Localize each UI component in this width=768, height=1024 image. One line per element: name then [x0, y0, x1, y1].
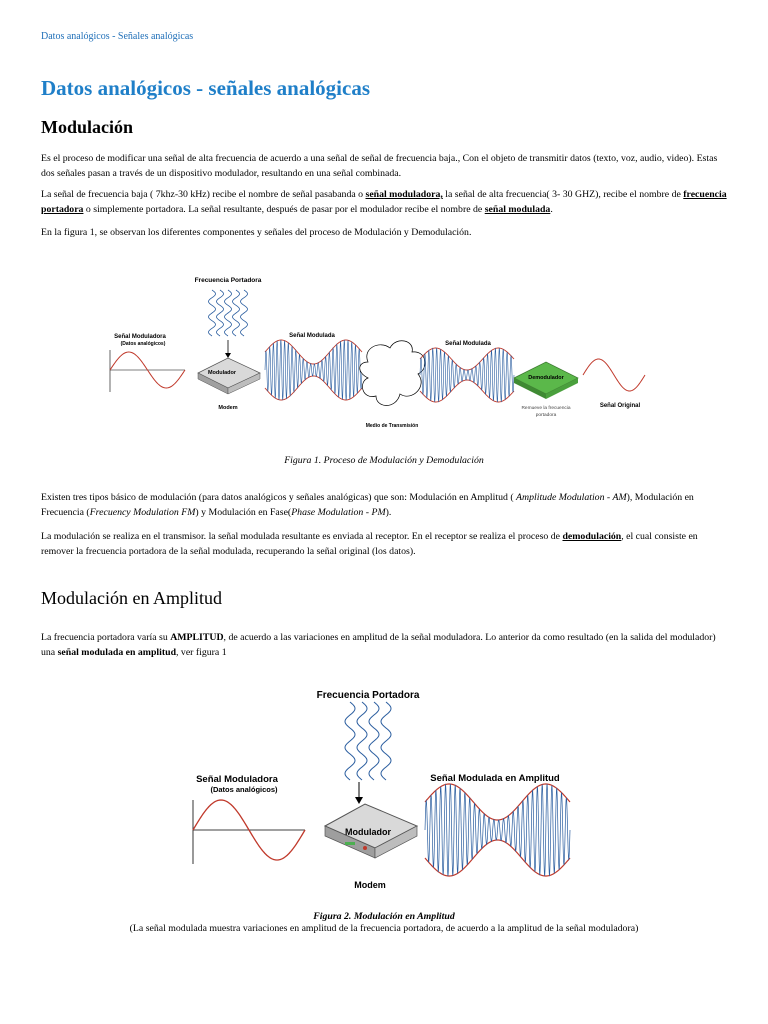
fig1-label-demodulator: Demodulador — [528, 375, 564, 381]
original-wave — [583, 359, 645, 391]
modulated-wave — [265, 340, 362, 400]
modulated-wave — [425, 784, 570, 876]
term-senal-modulada-amplitud: señal modulada en amplitud — [57, 647, 177, 658]
fig1-label-modulator: Modulador — [207, 370, 237, 376]
text: , de acuerdo a las variaciones en amplitud de la señal moduladora. Lo anterior da como resultado (en la salida del modulador) una — [41, 632, 716, 658]
figure-2-diagram — [185, 682, 585, 897]
text: ), Modulación en Frecuencia ( — [41, 492, 694, 518]
term-fm: Frecuency Modulation FM — [89, 507, 196, 518]
term-pm: Phase Modulation - PM — [291, 507, 386, 518]
figure-2-caption: Figura 2. Modulación en Amplitud — [313, 911, 455, 922]
paragraph-figure-ref: En la figura 1, se observan los diferentes componentes y señales del proceso de Modulación y Demodulación. — [41, 227, 472, 238]
heading-modulacion: Modulación — [41, 117, 134, 137]
text: la señal de alta frecuencia( 3- 30 GHZ), recibe el nombre de — [442, 189, 684, 200]
term-senal-modulada: señal modulada — [484, 204, 551, 215]
paragraph-signals — [41, 187, 731, 217]
carrier-wave — [209, 290, 248, 336]
fig2-label-modulator: Modulador — [345, 827, 391, 837]
term-am: Amplitude Modulation - AM — [516, 492, 627, 503]
text: . — [550, 204, 553, 215]
fig1-label-remove-2: portadora — [535, 413, 557, 418]
fig2-label-carrier: Frecuencia Portadora — [316, 690, 420, 701]
text: Existen tres tipos básico de modulación (para datos analógicos y señales analógicas) que son: Modulación en Amplitud ( — [41, 492, 517, 503]
term-amplitud: AMPLITUD — [170, 632, 224, 643]
fig1-label-remove-1: Remueve la frecuencia — [521, 406, 571, 411]
fig1-label-carrier: Frecuencia Portadora — [194, 277, 262, 284]
arrow-head-icon — [225, 353, 231, 358]
text: ) y Modulación en Fase( — [195, 507, 292, 518]
fig1-label-medium: Medio de Transmisión — [365, 423, 419, 429]
figure-1-caption: Figura 1. Proceso de Modulación y Demodulación — [284, 455, 484, 466]
fig1-label-modulating: Señal Moduladora — [114, 334, 166, 340]
text: , ver figura 1 — [176, 647, 227, 658]
figure-2-subcaption: (La señal modulada muestra variaciones en amplitud de la frecuencia portadora, de acuerdo a la amplitud de la señal moduladora) — [129, 923, 639, 934]
term-demodulacion: demodulación — [562, 531, 622, 542]
fig2-label-modem: Modem — [354, 880, 386, 890]
led-icon — [363, 846, 367, 850]
paragraph-types — [41, 490, 731, 520]
arrow-head-icon — [355, 797, 363, 804]
breadcrumb-link[interactable]: Datos analógicos - Señales analógicas — [41, 31, 194, 42]
text: La frecuencia portadora varía su — [41, 632, 171, 643]
text: La señal de frecuencia baja ( 7khz-30 kHz) recibe el nombre de señal pasabanda o — [41, 189, 366, 200]
text: o simplemente portadora. La señal resultante, después de pasar por el modulador recibe el nombre de — [83, 204, 485, 215]
paragraph-am — [41, 630, 731, 660]
term-senal-moduladora: señal moduladora, — [365, 189, 443, 200]
paragraph-intro: Es el proceso de modificar una señal de alta frecuencia de acuerdo a una señal de señal de frecuencia baja., Con el objeto de transmitir datos (texto, voz, audio, video). Estas dos señales pasan a través de un dispositivo modulador, resultando en una señal combinada. — [41, 153, 718, 179]
fig1-label-original: Señal Original — [599, 403, 641, 409]
carrier-wave — [345, 702, 391, 780]
cloud-icon — [360, 341, 425, 406]
term-frecuencia-portadora: frecuencia portadora — [41, 189, 727, 215]
fig1-label-modem: Modem — [218, 405, 238, 411]
page-title: Datos analógicos - señales analógicas — [41, 76, 371, 100]
text: ). — [385, 507, 392, 518]
heading-modulacion-amplitud: Modulación en Amplitud — [41, 588, 222, 608]
fig2-label-modulating: Señal Moduladora — [196, 774, 278, 785]
fig2-label-am: Señal Modulada en Amplitud — [430, 773, 560, 784]
fig1-label-modulated-2: Señal Modulada — [445, 341, 491, 347]
fig2-label-modulating-sub: (Datos analógicos) — [210, 785, 278, 794]
text: , el cual consiste en remover la frecuencia portadora de la señal modulada, recuperando la señal original (los datos). — [41, 531, 698, 557]
fig1-label-modulating-sub: (Datos analógicos) — [120, 341, 166, 347]
text: La modulación se realiza en el transmisor. la señal modulada resultante es enviada al receptor. En el receptor se realiza el proceso de — [41, 531, 563, 542]
led-icon — [345, 842, 355, 845]
modulated-wave — [420, 348, 514, 402]
figure-1-diagram — [100, 270, 660, 440]
fig1-label-modulated-1: Señal Modulada — [289, 333, 335, 339]
paragraph-transmitter — [41, 529, 731, 559]
